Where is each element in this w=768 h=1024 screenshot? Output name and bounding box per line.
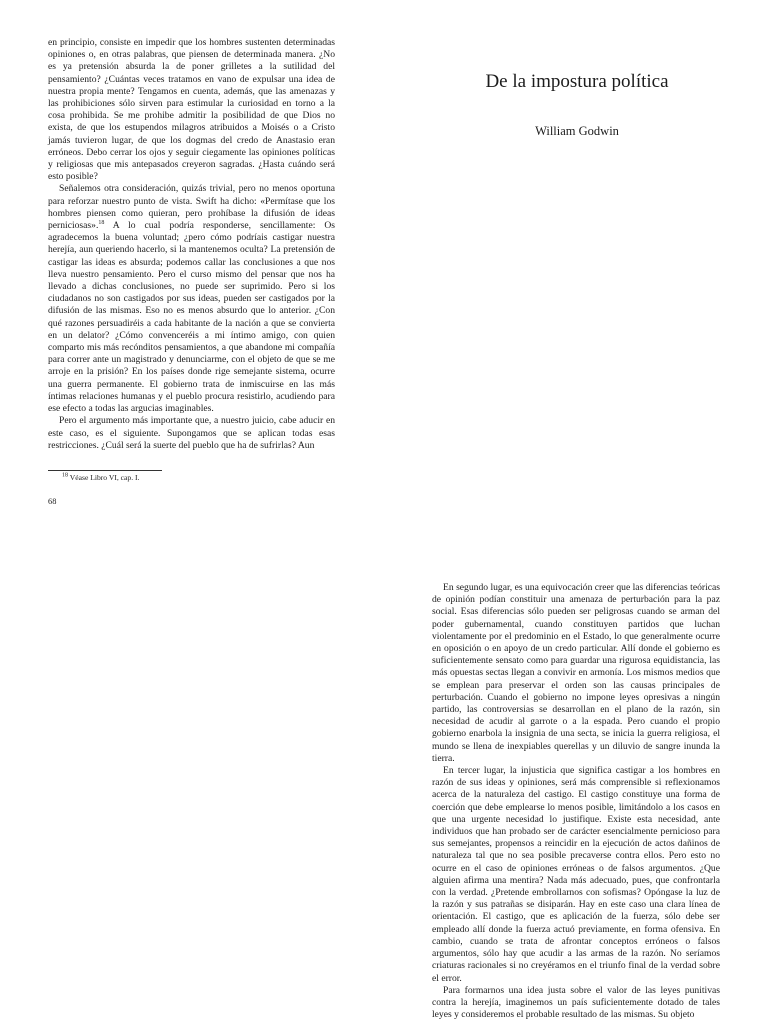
chapter-author: William Godwin [535, 124, 619, 138]
left-paragraph-3: Pero el argumento más importante que, a nuestro juicio, cabe aducir en este caso, es el siguiente. Supongamos que se aplican todas esas restricciones. ¿Cuál será la suerte del pueblo que ha de sufrirlas? Aun [48, 415, 335, 451]
left-page-body [48, 37, 335, 452]
right-paragraph-3: Para formarnos una idea justa sobre el valor de las leyes punitivas contra la herejía, imaginemos un país suficientemente dotado de tales leyes y consideremos el probable resultado de las mismas. Su objeto [432, 984, 720, 1021]
footnote-number: 18 [62, 472, 68, 479]
right-page-body [432, 582, 720, 1021]
footnote-divider [48, 470, 162, 471]
chapter-title: De la impostura política [485, 71, 669, 92]
footnote-reference[interactable]: 18 [98, 219, 105, 226]
left-paragraph-1: en principio, consiste en impedir que los hombres sustenten determinadas opiniones o, en otras palabras, que piensen de determinada manera. ¿No es ya pretensión absurda la de poner grilletes a la sutilidad del pensamiento? ¿Cuántas veces tratamos en vano de expulsar una idea de nuestra propia mente? Tengamos en cuenta, además, que las amenazas y las prohibiciones sólo sirven para estimular la curiosidad en torno a la cosa prohibida. Se me prohibe admitir la posibilidad de que Dios no exista, de que los estupendos milagros atribuidos a Moisés o a Cristo jamás tuvieron lugar, de que los dogmas del credo de Anastasio eran erróneos. Debo cerrar los ojos y seguir ciegamente las opiniones políticas y religiosas que mis antepasados creyeron sagradas. ¿Hasta cuándo será esto posible? [48, 37, 335, 183]
left-paragraph-2 [48, 183, 335, 415]
footnote [62, 473, 322, 483]
right-paragraph-1: En segundo lugar, es una equivocación creer que las diferencias teóricas de opinión podían constituir una amenaza de perturbación para la paz social. Esas diferencias sólo pueden ser peligrosas cuando se arman del poder gubernamental, cuando constituyen partidos que luchan violentamente por el predominio en el Estado, lo que generalmente ocurre en oposición o en apoyo de un credo particular. Allí donde el gobierno es suficientemente sensato como para guardar una rigurosa equidistancia, las más opuestas sectas llegan a convivir en armonía. Los mismos medios que se emplean para preservar el orden son las causas principales de perturbación. Cuando el gobierno no impone leyes opresivas a ningún partido, las controversias se desarrollan en el plano de la razón, sin necesidad de acudir al garrote o a la espada. Pero cuando el propio gobierno enarbola la insignia de una secta, se inicia la guerra religiosa, el mundo se llena de inexpiables querellas y un diluvio de sangre inunda la tierra. [432, 582, 720, 764]
footnote-text: Véase Libro VI, cap. I. [69, 473, 140, 482]
page-number: 68 [48, 497, 57, 506]
left-paragraph-2-text-a: Señalemos otra consideración, quizás trivial, pero no menos oportuna para reforzar nuestro punto de vista. Swift ha dicho: «Permítase que los hombres piensen como quieran, pero prohíbase la difusión de ideas perniciosas». [48, 183, 335, 232]
right-paragraph-2: En tercer lugar, la injusticia que significa castigar a los hombres en razón de sus ideas y opiniones, será más comprensible si reflexionamos acerca de la naturaleza del castigo. El castigo constituye una forma de coerción que debe emplearse lo menos posible, limitándolo a los casos en que una urgente necesidad lo justifique. Existe esta necesidad, ante individuos que han probado ser de carácter esencialmente pernicioso para sus semejantes, propensos a reincidir en la ejecución de actos dañinos de naturaleza tal que no sea posible precaverse contra ellos. Pero esto no ocurre en el caso de opiniones erróneas o de falsos argumentos. ¿Que alguien afirma una mentira? Nada más adecuado, pues, que confrontarla con la verdad. ¿Pretende embrollarnos con sofismas? Opóngase la luz de la razón y sus patrañas se disiparán. Hay en este caso una clara línea de orientación. El castigo, que es aplicación de la fuerza, sólo debe ser empleado allí donde la fuerza actuó previamente, en forma ofensiva. En cambio, cuando se trata de afrontar conceptos erróneos o falsos argumentos, sólo hay que acudir a las armas de la razón. No seríamos criaturas racionales si no creyéramos en el triunfo final de la verdad sobre el error. [432, 765, 720, 984]
left-paragraph-2-text-b: A lo cual podría responderse, sencillamente: Os agradecemos la buena voluntad; ¿pero cómo podríais castigar nuestra herejía, aun queriendo hacerlo, si la mantenemos oculta? La pretensión de castigar las ideas es absurda; podemos callar las conclusiones a que nos lleva nuestro pensamiento. Pero el curso mismo del pensar que nos ha llevado a dichas conclusiones, no puede ser suprimido. Pero si los ciudadanos no son castigados por sus ideas, pueden ser castigados por la difusión de las mismas. Eso no es menos absurdo que lo anterior. ¿Con qué razones persuadiréis a cada habitante de la nación a que se convierta en un delator? ¿Cómo convenceréis a mi íntimo amigo, con quien comparto mis más recónditos pensamientos, a que abandone mi compañía para correr ante un magistrado y denunciarme, con el objeto de que se me arroje en la prisión? En los países donde rige semejante sistema, ocurre una guerra permanente. El gobierno trata de inmiscuirse en las más íntimas relaciones humanas y el pueblo procura resistirlo, acudiendo para ese efecto a todas las argucias imaginables. [48, 220, 335, 415]
